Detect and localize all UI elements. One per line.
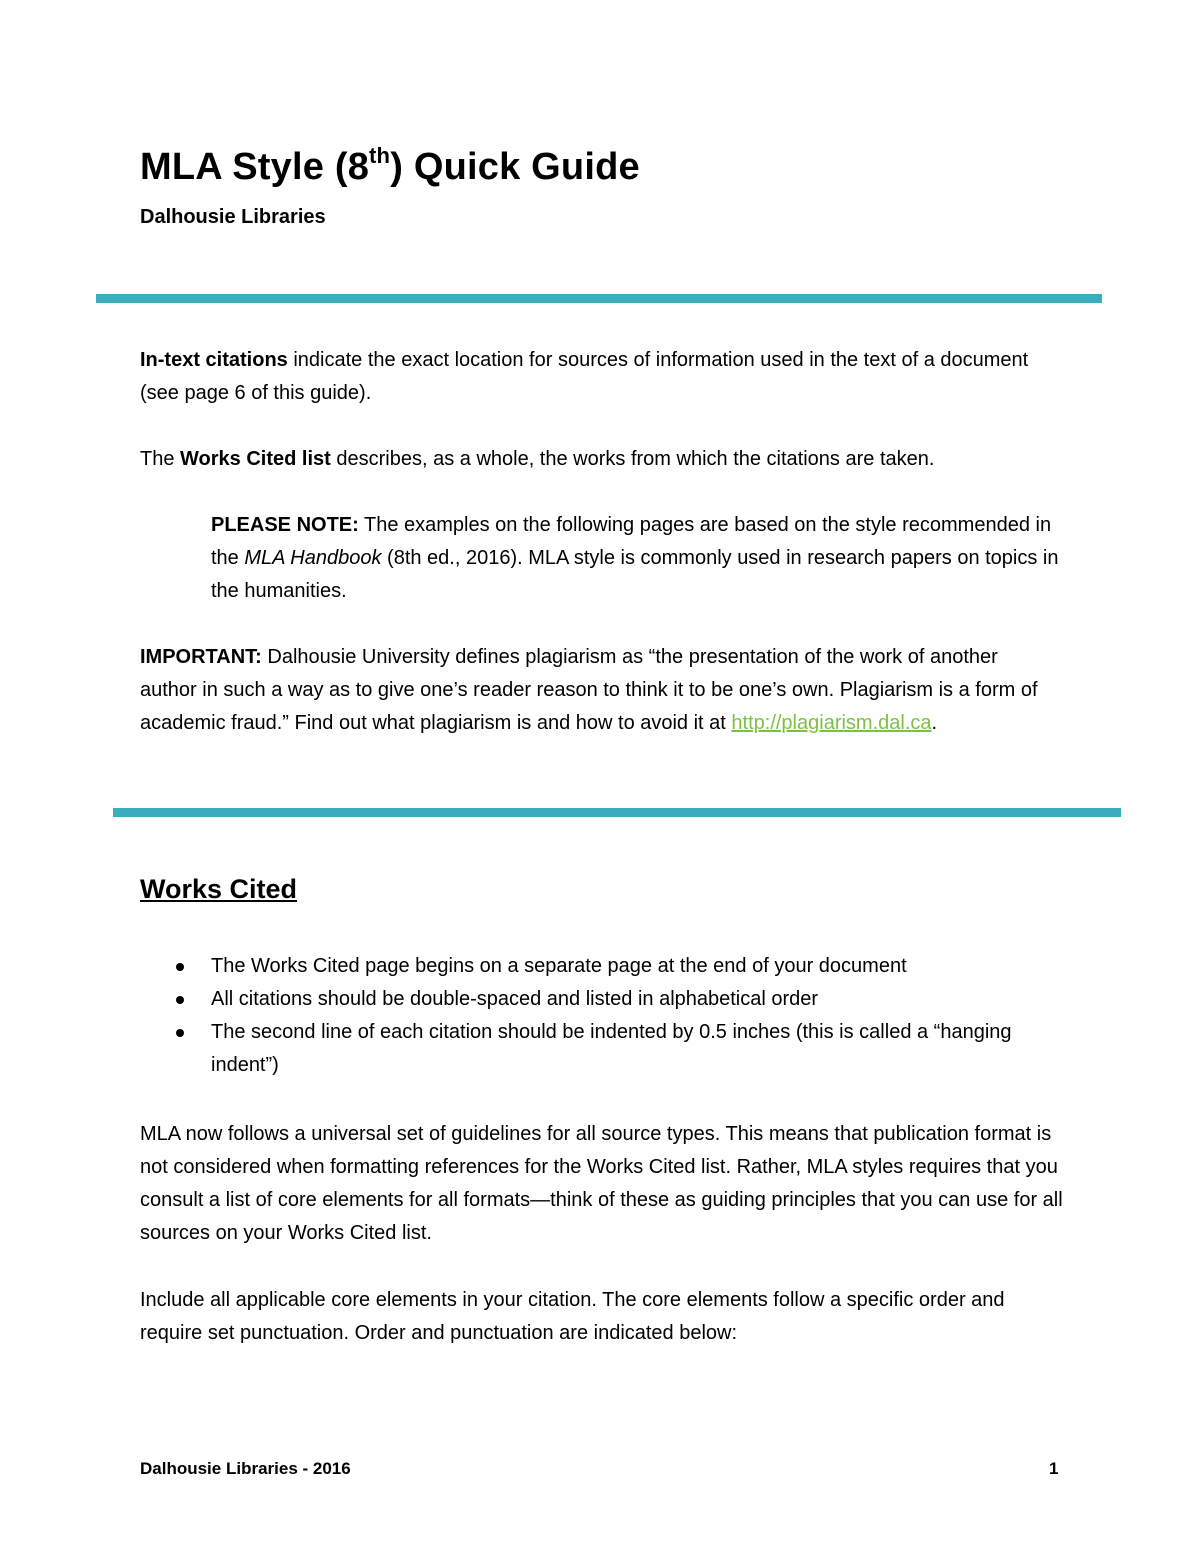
list-item (140, 1016, 1070, 1082)
title-superscript: th (369, 143, 391, 168)
works-description: describes, as a whole, the works from which the citations are taken. (330, 448, 935, 470)
middle-divider (113, 808, 1121, 817)
list-item (140, 950, 1070, 983)
bullet-icon (176, 996, 184, 1004)
bullet-text: The Works Cited page begins on a separate page at the end of your document (211, 955, 907, 977)
important-paragraph (140, 641, 1060, 740)
page-subtitle: Dalhousie Libraries (140, 206, 326, 228)
bullet-text: All citations should be double-spaced and listed in alphabetical order (211, 988, 819, 1010)
works-term: Works Cited list (180, 448, 331, 470)
works-cited-heading: Works Cited (140, 874, 298, 904)
page-title (140, 143, 640, 189)
note-text-2: (8th ed., 2016). MLA style is commonly used in research papers on topics in the humanities. (211, 547, 1059, 602)
handbook-title: MLA Handbook (244, 547, 382, 569)
footer-text: Dalhousie Libraries - 2016 (140, 1459, 351, 1478)
bullet-text: The second line of each citation should be indented by 0.5 inches (this is called a “hanging indent”) (211, 1021, 1012, 1076)
link-period: . (931, 712, 938, 734)
important-label: IMPORTANT: (140, 646, 262, 668)
title-prefix: MLA Style (8 (140, 146, 370, 188)
core-elements-paragraph: Include all applicable core elements in your citation. The core elements follow a specific order and require set punctuation. Order and punctuation are indicated below: (140, 1289, 1005, 1344)
important-text: Dalhousie University defines plagiarism as “the presentation of the work of another author in such a way as to give one’s reader reason to think it to be one’s own. Plagiarism is a form of academic fraud.” Find out what plagiarism is and how to avoid it at (140, 646, 1038, 734)
bullet-icon (176, 963, 184, 971)
intext-description: indicate the exact location for sources of information used in the text of a document (see page 6 of this guide). (140, 349, 1029, 404)
note-text-1: The examples on the following pages are based on the style recommended in the (211, 514, 1052, 569)
page-number: 1 (1049, 1459, 1059, 1478)
universal-guidelines-paragraph: MLA now follows a universal set of guidelines for all source types. This means that publication format is not considered when formatting references for the Works Cited list. Rather, MLA styles requires that you consult a list of core elements for all formats—think of these as guiding principles that you can use for all sources on your Works Cited list. (140, 1123, 1063, 1244)
list-item (140, 983, 1070, 1016)
works-cited-paragraph (140, 443, 1060, 476)
intext-citations-paragraph (140, 344, 1060, 410)
top-divider (96, 294, 1102, 303)
title-suffix: ) Quick Guide (390, 146, 640, 188)
note-label: PLEASE NOTE: (211, 514, 359, 536)
intext-term: In-text citations (140, 349, 288, 371)
plagiarism-link[interactable]: http://plagiarism.dal.ca (731, 712, 932, 734)
bullet-icon (176, 1029, 184, 1037)
works-cited-bullet-list (140, 950, 1070, 1082)
please-note-paragraph (211, 509, 1071, 608)
works-pre: The (140, 448, 181, 470)
